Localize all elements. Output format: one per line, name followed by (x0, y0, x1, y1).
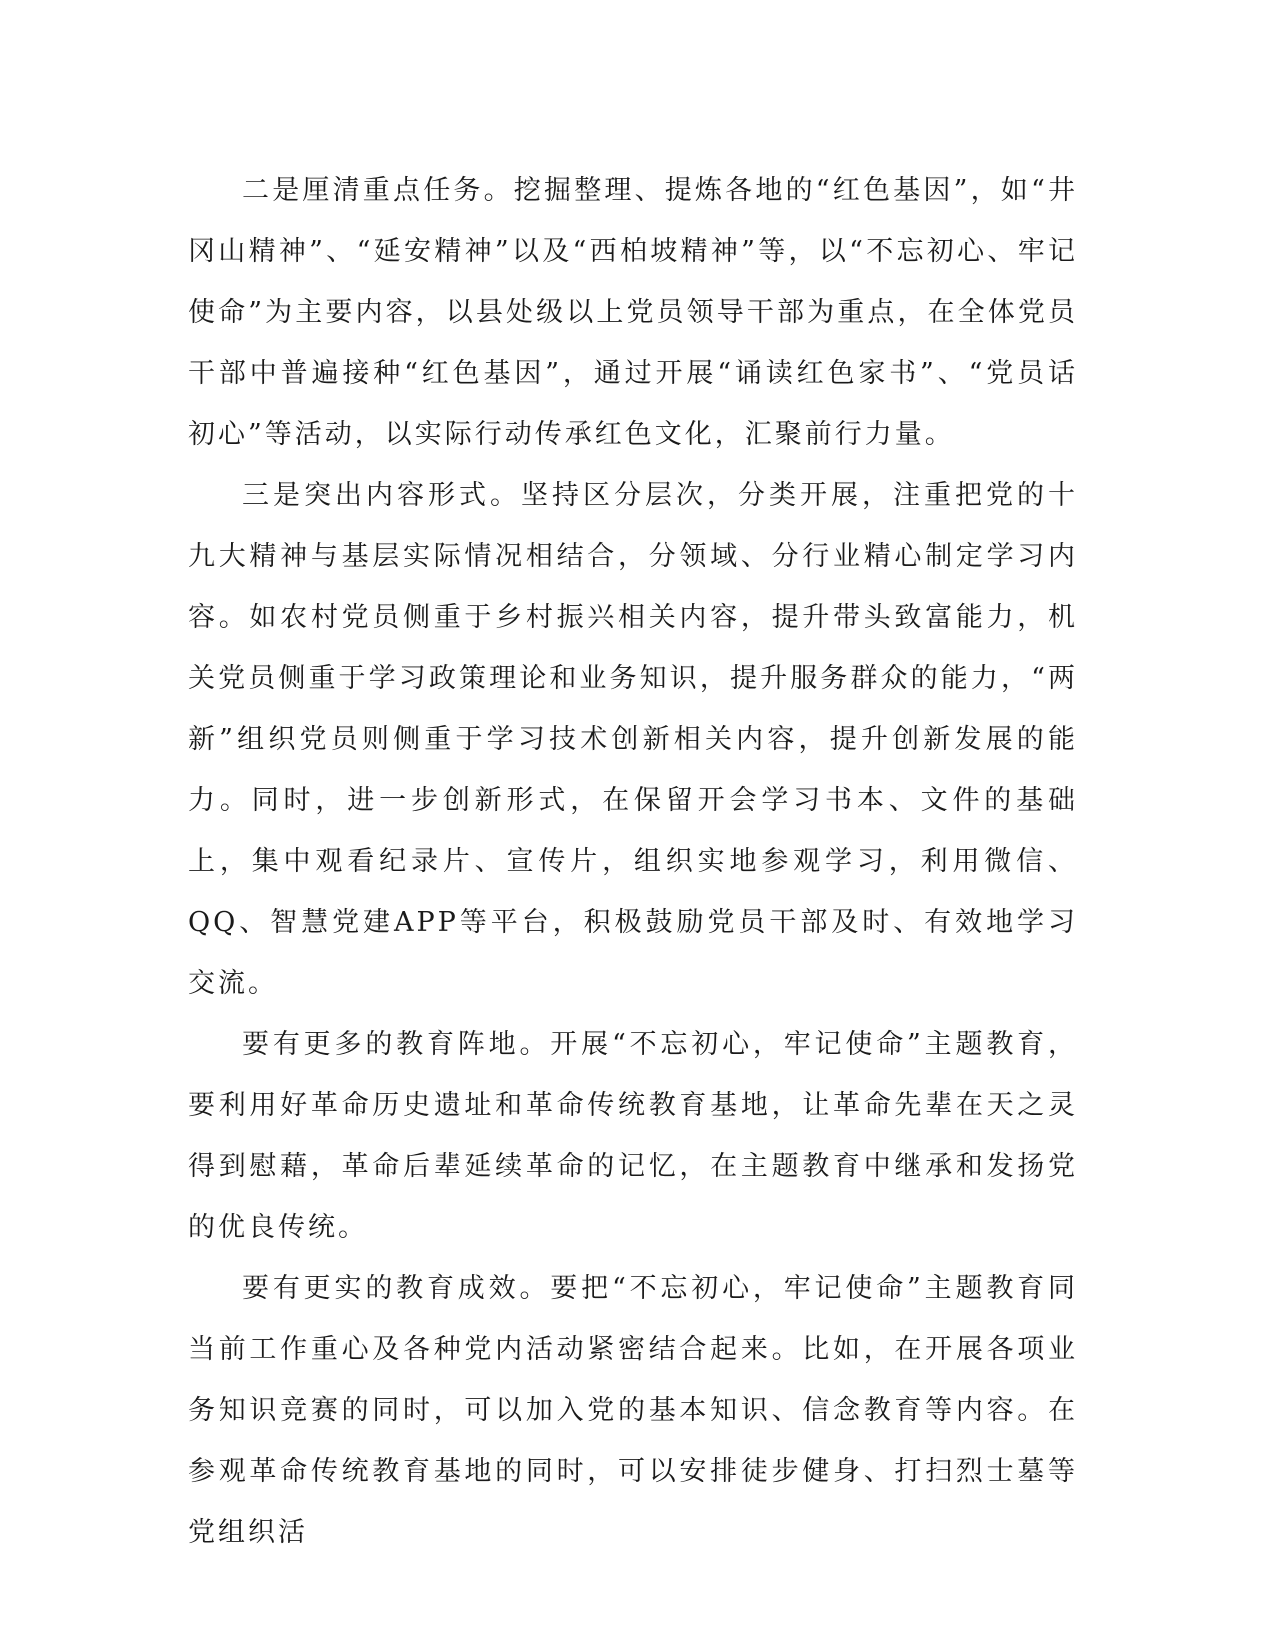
paragraph-education-bases: 要有更多的教育阵地。开展“不忘初心，牢记使命”主题教育，要利用好革命历史遗址和革命传统教育基地，让革命先辈在天之灵得到慰藉，革命后辈延续革命的记忆，在主题教育中继承和发扬党的优良传统。 (188, 1029, 1078, 1243)
paragraph-education-results: 要有更实的教育成效。要把“不忘初心，牢记使命”主题教育同当前工作重心及各种党内活动紧密结合起来。比如，在开展各项业务知识竞赛的同时，可以加入党的基本知识、信念教育等内容。在参观革命传统教育基地的同时，可以安排徒步健身、打扫烈士墓等党组织活 (188, 1273, 1078, 1548)
paragraph-key-tasks: 二是厘清重点任务。挖掘整理、提炼各地的“红色基因”，如“井冈山精神”、“延安精神”以及“西柏坡精神”等，以“不忘初心、牢记使命”为主要内容，以县处级以上党员领导干部为重点，在全体党员干部中普遍接种“红色基因”，通过开展“诵读红色家书”、“党员话初心”等活动，以实际行动传承红色文化，汇聚前行力量。 (188, 175, 1078, 450)
document-body (188, 160, 1078, 1563)
paragraph-content-forms: 三是突出内容形式。坚持区分层次，分类开展，注重把党的十九大精神与基层实际情况相结合，分领域、分行业精心制定学习内容。如农村党员侧重于乡村振兴相关内容，提升带头致富能力，机关党员侧重于学习政策理论和业务知识，提升服务群众的能力，“两新”组织党员则侧重于学习技术创新相关内容，提升创新发展的能力。同时，进一步创新形式，在保留开会学习书本、文件的基础上，集中观看纪录片、宣传片，组织实地参观学习，利用微信、QQ、智慧党建APP等平台，积极鼓励党员干部及时、有效地学习交流。 (188, 480, 1078, 999)
